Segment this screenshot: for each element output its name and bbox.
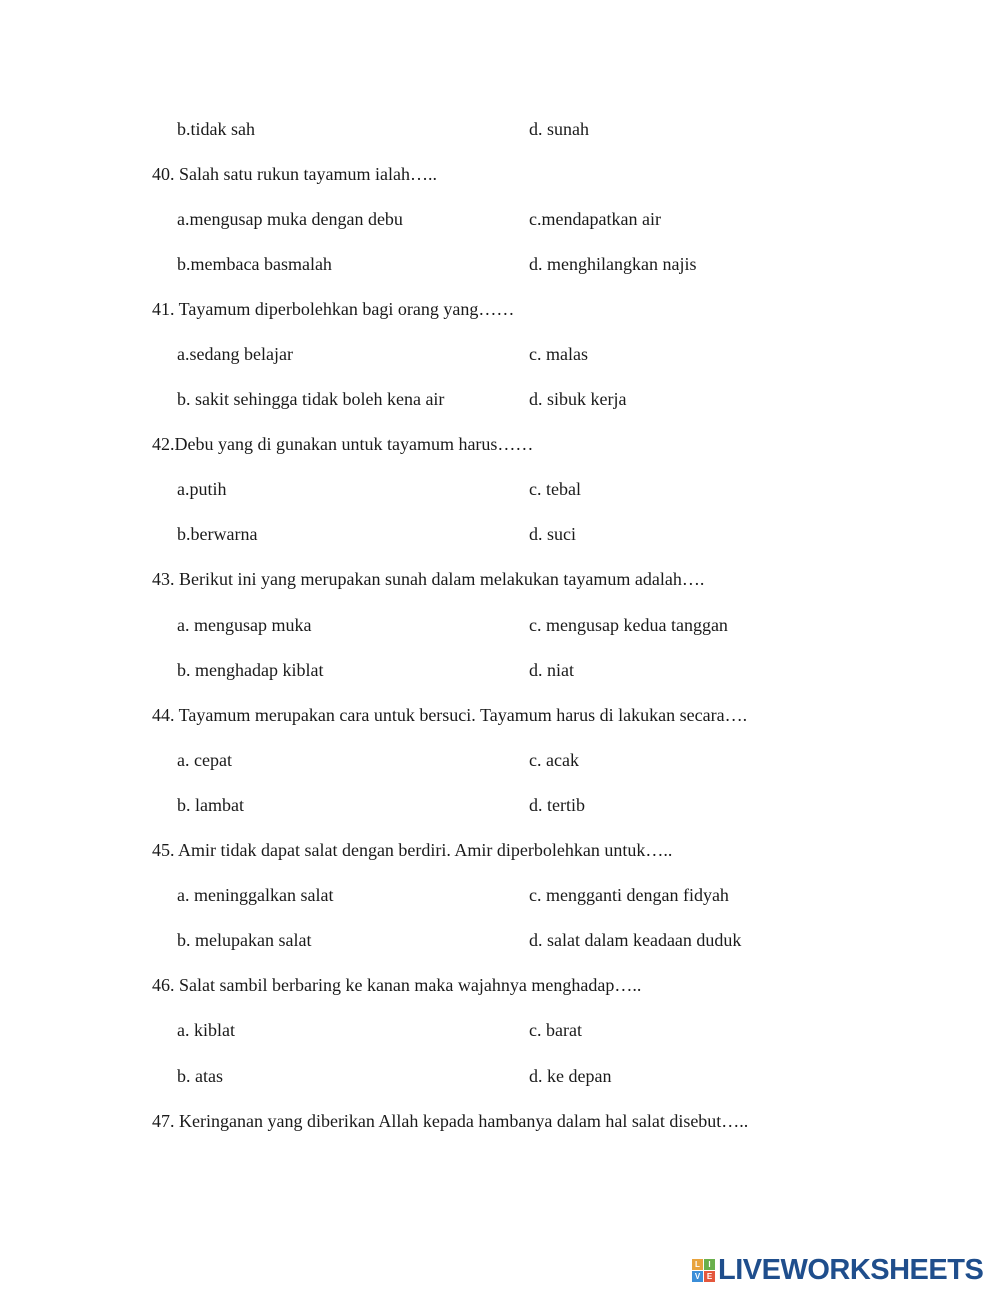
option-c-44: c. acak — [529, 750, 579, 770]
logo-text: LIVEWORKSHEETS — [718, 1253, 984, 1286]
option-c-40: c.mendapatkan air — [529, 209, 661, 229]
option-c-42: c. tebal — [529, 479, 581, 499]
option-a-44: a. cepat — [177, 750, 232, 770]
option-c-46: c. barat — [529, 1020, 582, 1040]
logo-mark-letter: E — [704, 1271, 715, 1282]
option-c-45: c. mengganti dengan fidyah — [529, 885, 729, 905]
logo-mark-icon — [692, 1259, 715, 1282]
option-d-42: d. suci — [529, 524, 576, 544]
option-d-46: d. ke depan — [529, 1066, 612, 1086]
option-d-39: d. sunah — [529, 119, 589, 139]
option-b-44: b. lambat — [177, 795, 244, 815]
option-a-41: a.sedang belajar — [177, 344, 293, 364]
option-a-40: a.mengusap muka dengan debu — [177, 209, 403, 229]
question-43: 43. Berikut ini yang merupakan sunah dalam melakukan tayamum adalah…. — [152, 569, 705, 589]
option-b-43: b. menghadap kiblat — [177, 660, 324, 680]
option-c-43: c. mengusap kedua tanggan — [529, 615, 728, 635]
question-42: 42.Debu yang di gunakan untuk tayamum harus…… — [152, 434, 534, 454]
option-d-40: d. menghilangkan najis — [529, 254, 697, 274]
option-d-45: d. salat dalam keadaan duduk — [529, 930, 742, 950]
question-40: 40. Salah satu rukun tayamum ialah….. — [152, 164, 437, 184]
logo-mark-letter: I — [704, 1259, 715, 1270]
option-a-43: a. mengusap muka — [177, 615, 312, 635]
option-b-39: b.tidak sah — [177, 119, 255, 139]
question-45: 45. Amir tidak dapat salat dengan berdiri. Amir diperbolehkan untuk….. — [152, 840, 673, 860]
option-b-42: b.berwarna — [177, 524, 258, 544]
option-b-41: b. sakit sehingga tidak boleh kena air — [177, 389, 445, 409]
option-c-41: c. malas — [529, 344, 588, 364]
option-b-45: b. melupakan salat — [177, 930, 312, 950]
option-a-42: a.putih — [177, 479, 227, 499]
option-b-46: b. atas — [177, 1066, 223, 1086]
logo-mark-letter: L — [692, 1259, 703, 1270]
question-41: 41. Tayamum diperbolehkan bagi orang yang…… — [152, 299, 515, 319]
option-d-43: d. niat — [529, 660, 574, 680]
question-44: 44. Tayamum merupakan cara untuk bersuci. Tayamum harus di lakukan secara…. — [152, 705, 748, 725]
option-a-45: a. meninggalkan salat — [177, 885, 334, 905]
liveworksheets-logo — [692, 1254, 983, 1286]
option-d-44: d. tertib — [529, 795, 585, 815]
option-b-40: b.membaca basmalah — [177, 254, 332, 274]
logo-mark-letter: V — [692, 1271, 703, 1282]
question-46: 46. Salat sambil berbaring ke kanan maka wajahnya menghadap….. — [152, 975, 642, 995]
option-d-41: d. sibuk kerja — [529, 389, 627, 409]
option-a-46: a. kiblat — [177, 1020, 235, 1040]
question-47: 47. Keringanan yang diberikan Allah kepada hambanya dalam hal salat disebut….. — [152, 1111, 749, 1131]
